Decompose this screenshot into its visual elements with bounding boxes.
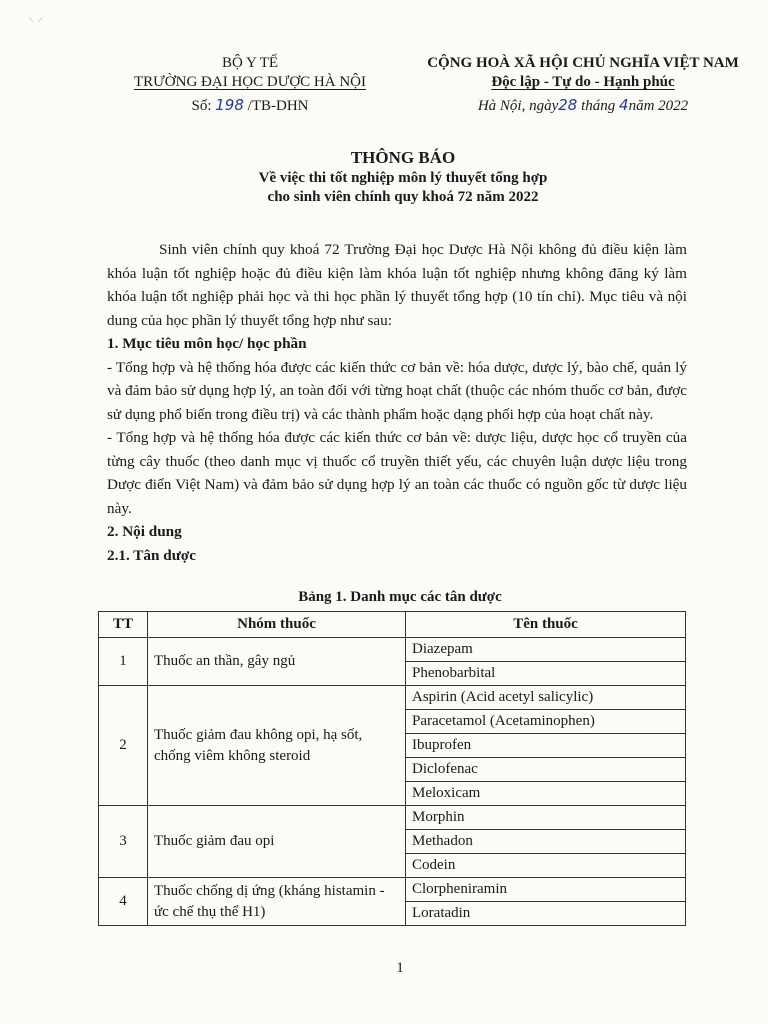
drug-name: Diazepam bbox=[406, 638, 686, 662]
table-row bbox=[99, 806, 686, 830]
drug-table bbox=[98, 611, 686, 926]
drug-name: Diclofenac bbox=[406, 758, 686, 782]
page-number: 1 bbox=[396, 960, 404, 976]
table-caption: Bảng 1. Danh mục các tân dược bbox=[298, 589, 502, 605]
scan-mark: ⸜ ⸝ bbox=[28, 10, 44, 24]
header-drug: Tên thuốc bbox=[406, 612, 686, 638]
drug-name: Phenobarbital bbox=[406, 662, 686, 686]
ministry-name: BỘ Y TẾ bbox=[221, 55, 279, 71]
notice-body bbox=[107, 238, 687, 567]
notice-title: THÔNG BÁO bbox=[350, 148, 456, 167]
drug-name: Aspirin (Acid acetyl salicylic) bbox=[406, 686, 686, 710]
objective-bullet-1: - Tổng hợp và hệ thống hóa được các kiến thức cơ bản về: hóa dược, dược lý, bào chế, quản lý và đảm bảo sử dụng hợp lý, an toàn đối với từng hoạt chất (thuộc các nhóm thuốc cơ bản, được sử dụng phổ biến trong điều trị) và các thành phẩm hoặc dạng phối hợp của hoạt chất này. bbox=[107, 358, 687, 423]
notice-subtitle-1: Về việc thi tốt nghiệp môn lý thuyết tổng hợp bbox=[258, 170, 548, 186]
row-number: 4 bbox=[99, 878, 148, 926]
drug-name: Methadon bbox=[406, 830, 686, 854]
document-number: Số: 198 /TB-DHN bbox=[191, 96, 309, 114]
handwritten-month: 4 bbox=[619, 96, 629, 114]
national-motto: Độc lập - Tự do - Hạnh phúc bbox=[491, 74, 675, 90]
issue-date: Hà Nội, ngày28 tháng 4năm 2022 bbox=[477, 96, 689, 114]
handwritten-day: 28 bbox=[558, 96, 578, 114]
national-header bbox=[418, 54, 748, 116]
row-number: 1 bbox=[99, 638, 148, 686]
table-row bbox=[99, 638, 686, 662]
notice-subtitle-2: cho sinh viên chính quy khoá 72 năm 2022 bbox=[267, 189, 539, 205]
table-header-row bbox=[99, 612, 686, 638]
notice-title-block bbox=[0, 147, 768, 207]
drug-name: Paracetamol (Acetaminophen) bbox=[406, 710, 686, 734]
section-1-heading: 1. Mục tiêu môn học/ học phần bbox=[107, 335, 307, 352]
drug-group: Thuốc an thần, gây ngủ bbox=[148, 638, 406, 686]
drug-group: Thuốc giảm đau opi bbox=[148, 806, 406, 878]
section-2-heading: 2. Nội dung bbox=[107, 523, 182, 540]
drug-name: Meloxicam bbox=[406, 782, 686, 806]
handwritten-number: 198 bbox=[215, 96, 244, 114]
table-row bbox=[99, 878, 686, 902]
header-tt: TT bbox=[99, 612, 148, 638]
intro-paragraph: Sinh viên chính quy khoá 72 Trường Đại học Dược Hà Nội không đủ điều kiện làm khóa luận tốt nghiệp hoặc đủ điều kiện làm khóa luận tốt nghiệp nhưng không đăng ký làm khóa luận tốt nghiệp phải học và thi học phần lý thuyết tổng hợp (10 tín chỉ). Mục tiêu và nội dung của học phần lý thuyết tổng hợp như sau: bbox=[107, 241, 687, 329]
objective-bullet-2: - Tổng hợp và hệ thống hóa được các kiến thức cơ bản về: dược liệu, dược học cổ truyền của từng cây thuốc (theo danh mục vị thuốc cổ truyền thiết yếu, các chuyên luận dược liệu trong Dược điển Việt Nam) và đảm bảo sử dụng hợp lý an toàn các thuốc có nguồn gốc từ dược liệu này. bbox=[107, 429, 687, 517]
issuer-block bbox=[105, 54, 395, 116]
row-number: 3 bbox=[99, 806, 148, 878]
section-2-1-heading: 2.1. Tân dược bbox=[107, 546, 196, 564]
drug-name: Loratadin bbox=[406, 902, 686, 926]
drug-group: Thuốc giảm đau không opi, hạ sốt, chống viêm không steroid bbox=[148, 686, 406, 806]
drug-name: Ibuprofen bbox=[406, 734, 686, 758]
drug-name: Codein bbox=[406, 854, 686, 878]
drug-name: Clorpheniramin bbox=[406, 878, 686, 902]
country-motto: CỘNG HOÀ XÃ HỘI CHỦ NGHĨA VIỆT NAM bbox=[427, 55, 739, 71]
row-number: 2 bbox=[99, 686, 148, 806]
table-row bbox=[99, 686, 686, 710]
drug-name: Morphin bbox=[406, 806, 686, 830]
drug-group: Thuốc chống dị ứng (kháng histamin - ức chế thụ thể H1) bbox=[148, 878, 406, 926]
university-name: TRƯỜNG ĐẠI HỌC DƯỢC HÀ NỘI bbox=[133, 74, 367, 90]
header-group: Nhóm thuốc bbox=[148, 612, 406, 638]
